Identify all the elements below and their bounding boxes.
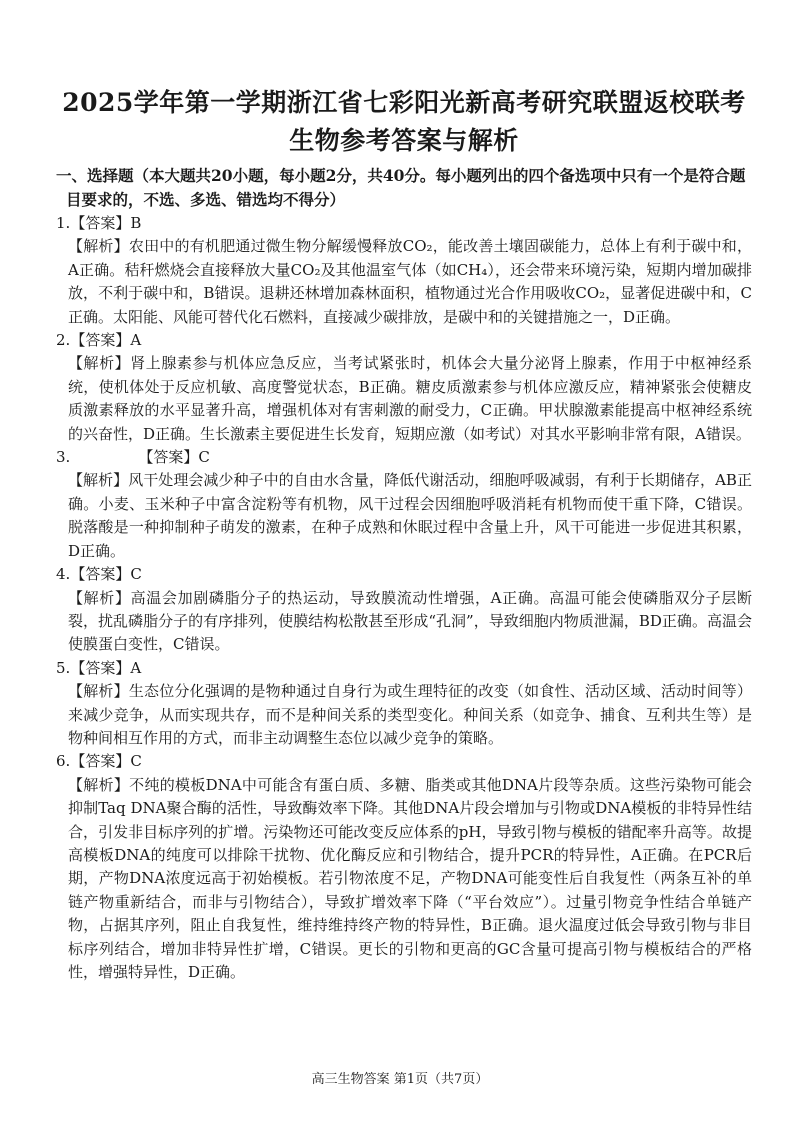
answer-label: 【答案】C: [70, 565, 142, 584]
question-2: [56, 329, 752, 446]
answer-label: 【答案】C: [138, 448, 210, 467]
question-number: 1.: [56, 214, 71, 232]
explanation: 【解析】农田中的有机肥通过微生物分解缓慢释放CO₂，能改善土壤固碳能力，总体上有利于碳中和，A正确。秸秆燃烧会直接释放大量CO₂及其他温室气体（如CH₄），还会带来环境污染，短期内增加碳排放，不利于碳中和，B错误。退耕还林增加森林面积，植物通过光合作用吸收CO₂，显著促进碳中和，C正确。太阳能、风能可替代化石燃料，直接减少碳排放，是碳中和的关键措施之一，D正确。: [68, 237, 752, 326]
question-number: 3.: [56, 448, 71, 467]
answer-label: 【答案】C: [70, 752, 142, 771]
question-5: [56, 657, 752, 751]
explanation: 【解析】风干处理会减少种子中的自由水含量，降低代谢活动，细胞呼吸减弱，有利于长期储存，AB正确。小麦、玉米种子中富含淀粉等有机物，风干过程会因细胞呼吸消耗有机物而使干重下降，C错误。脱落酸是一种抑制种子萌发的激素，在种子成熟和休眠过程中含量上升，风干可能进一步促进其积累，D正确。: [68, 471, 752, 560]
question-6: [56, 750, 752, 984]
answer-line: [56, 446, 752, 469]
question-1: [56, 212, 752, 329]
answer-line: [56, 563, 752, 586]
question-4: [56, 563, 752, 657]
answer-line: [56, 329, 752, 352]
question-number: 5.: [56, 658, 71, 677]
answer-line: [56, 657, 752, 680]
explanation: 【解析】高温会加剧磷脂分子的热运动，导致膜流动性增强，A正确。高温可能会使磷脂双分子层断裂，扰乱磷脂分子的有序排列，使膜结构松散甚至形成“孔洞”，导致细胞内物质泄漏，BD正确。高温会使膜蛋白变性，C错误。: [68, 588, 752, 654]
answer-line: [56, 212, 752, 235]
question-number: 6.: [56, 752, 71, 771]
page-footer: 高三生物答案 第1页（共7页）: [311, 1072, 489, 1087]
explanation: 【解析】不纯的模板DNA中可能含有蛋白质、多糖、脂类或其他DNA片段等杂质。这些污染物可能会抑制Taq DNA聚合酶的活性，导致酶效率下降。其他DNA片段会增加与引物或DNA模板的非特异性结合，引发非目标序列的扩增。污染物还可能改变反应体系的pH，导致引物与模板的错配率升高等。故提高模板DNA的纯度可以排除干扰物、优化酶反应和引物结合，提升PCR的特异性，A正确。在PCR后期，产物DNA浓度远高于初始模板。若引物浓度不足，产物DNA可能变性后自我复性（两条互补的单链产物重新结合，而非与引物结合），导致扩增效率下降（“平台效应”）。过量引物竞争性结合单链产物，占据其序列，阻止自我复性，维持维持终产物的特异性，B正确。退火温度过低会导致引物与非目标序列结合，增加非特异性扩增，C错误。更长的引物和更高的GC含量可提高引物与模板结合的严格性，增强特异性，D正确。: [68, 775, 752, 981]
question-number: 4.: [56, 565, 71, 584]
question-3: [56, 446, 752, 563]
answer-label: 【答案】A: [70, 658, 142, 677]
answer-line: [56, 750, 752, 773]
answer-label: 【答案】B: [70, 214, 142, 232]
answer-label: 【答案】A: [70, 331, 142, 350]
explanation: 【解析】肾上腺素参与机体应急反应，当考试紧张时，机体会大量分泌肾上腺素，作用于中枢神经系统，使机体处于反应机敏、高度警觉状态，B正确。糖皮质激素参与机体应激反应，精神紧张会使糖皮质激素释放的水平显著升高，增强机体对有害刺激的耐受力，C正确。甲状腺激素能提高中枢神经系统的兴奋性，D正确。生长激素主要促进生长发育，短期应激（如考试）对其水平影响非常有限，A错误。: [68, 354, 752, 443]
section-heading: 一、选择题（本大题共20小题，每小题2分，共40分。每小题列出的四个备选项中只有一个是符合题目要求的，不选、多选、错选均不得分）: [56, 166, 746, 209]
subject-title: 生物参考答案与解析: [289, 126, 519, 155]
explanation: 【解析】生态位分化强调的是物种通过自身行为或生理特征的改变（如食性、活动区域、活动时间等）来减少竞争，从而实现共存，而不是种间关系的类型变化。种间关系（如竞争、捕食、互利共生等）是物种间相互作用的方式，而非主动调整生态位以减少竞争的策略。: [68, 682, 752, 747]
question-number: 2.: [56, 331, 71, 350]
exam-title: 2025学年第一学期浙江省七彩阳光新高考研究联盟返校联考: [62, 88, 746, 117]
